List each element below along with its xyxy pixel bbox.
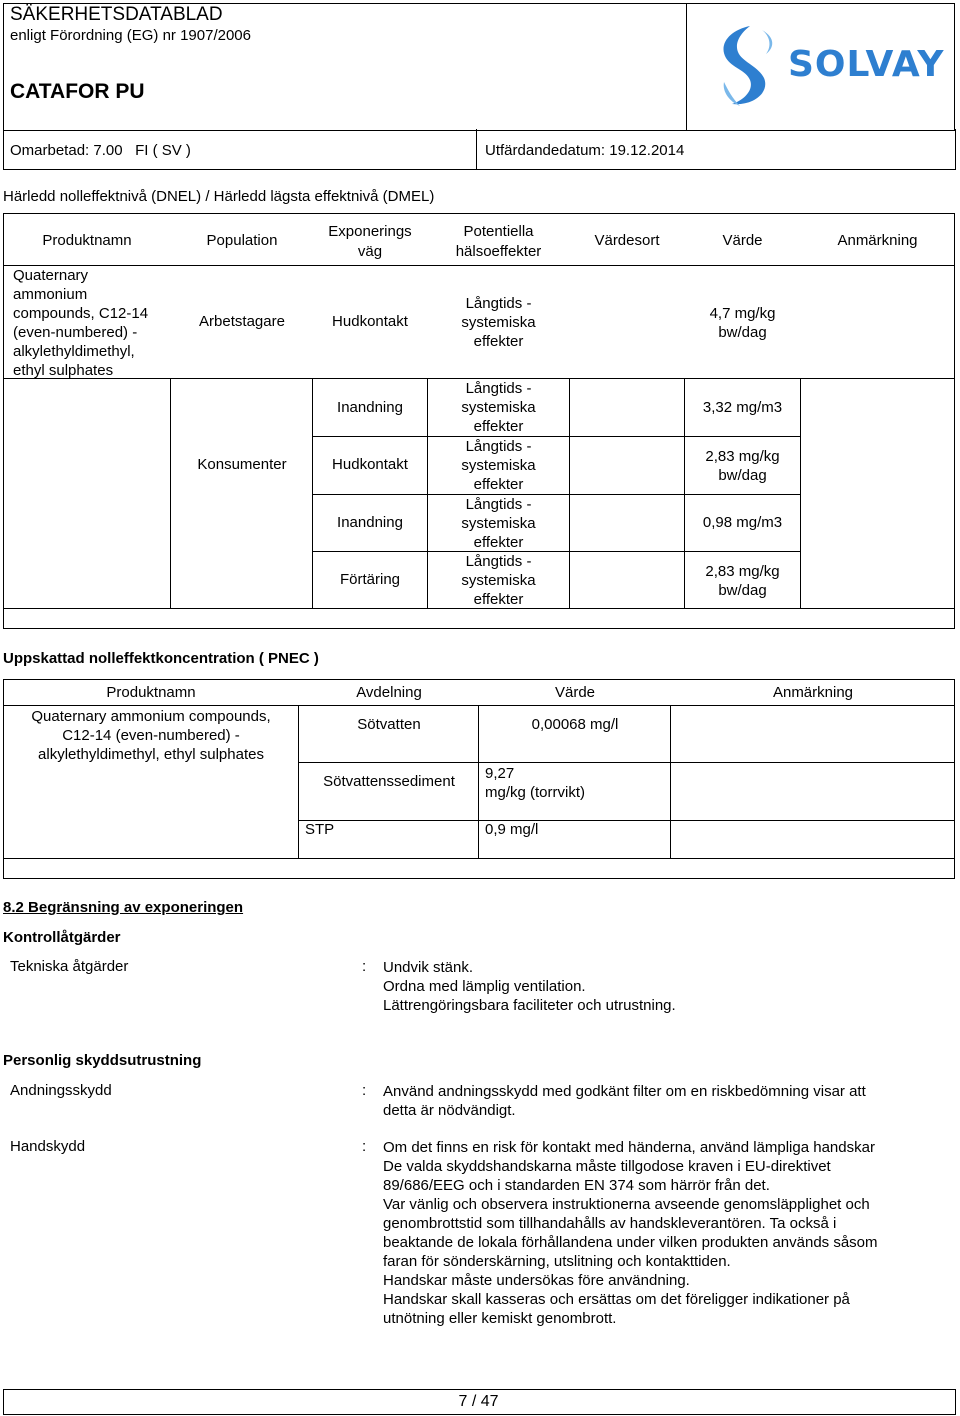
dnel-row-1-effect: Långtids - systemiska effekter (461, 295, 536, 350)
dnel-title: Härledd nolleffektnivå (DNEL) / Härledd lägsta effektnivå (DMEL) (3, 188, 435, 205)
solvay-swirl-icon (710, 20, 790, 110)
pnec-title: Uppskattad nolleffektkoncentration ( PNEC ) (3, 650, 319, 667)
dnel-row-4-route: Inandning (337, 514, 403, 531)
dnel-header-product: Produktnamn (42, 232, 132, 249)
solvay-logo (710, 20, 945, 110)
dnel-header-population: Population (206, 232, 278, 249)
dnel-header-value: Värde (722, 232, 763, 249)
pnec-header-product: Produktnamn (106, 684, 196, 701)
header-divider (476, 129, 477, 169)
dnel-row-2-value: 3,32 mg/m3 (702, 399, 783, 416)
dnel-header-effects: Potentiella hälsoeffekter (455, 223, 542, 260)
dnel-row-1-population: Arbetstagare (199, 313, 285, 330)
section-82-title: 8.2 Begränsning av exponeringen (3, 899, 244, 916)
dnel-header-value-type: Värdesort (594, 232, 660, 249)
pnec-row-2-compartment: Sötvattenssediment (323, 773, 455, 790)
dnel-product-name: Quaternary ammonium compounds, C12-14 (even-numbered) - alkylethyldimethyl, ethyl sulphates (13, 267, 149, 379)
revision-text: Omarbetad: 7.00 FI ( SV ) (10, 142, 191, 159)
pnec-header-value: Värde (554, 684, 596, 701)
pnec-product-name: Quaternary ammonium compounds, C12-14 (even-numbered) - alkylethyldimethyl, ethyl sulphates (31, 708, 271, 763)
pnec-row-3-compartment: STP (305, 821, 335, 838)
pnec-row-1-value: 0,00068 mg/l (531, 716, 619, 733)
dnel-row-4-value: 0,98 mg/m3 (702, 514, 783, 531)
dnel-row-3-population: Konsumenter (197, 456, 287, 473)
dnel-row-1-route: Hudkontakt (332, 313, 408, 330)
dnel-header-remark: Anmärkning (837, 232, 918, 249)
hand-protection-label: Handskydd (10, 1138, 86, 1155)
dnel-row-5-route: Förtäring (339, 571, 401, 588)
dnel-row-5-value: 2,83 mg/kg bw/dag (705, 563, 780, 599)
dnel-header-route: Exponerings väg (328, 223, 412, 260)
dnel-row-5-effect: Långtids - systemiska effekter (461, 553, 536, 608)
regulation-text: enligt Förordning (EG) nr 1907/2006 (10, 27, 251, 44)
page-number: 7 / 47 (458, 1393, 499, 1410)
dnel-row-2-route: Inandning (337, 399, 403, 416)
dnel-row-3-effect: Långtids - systemiska effekter (461, 438, 536, 493)
technical-measures-label: Tekniska åtgärder (10, 958, 129, 975)
respiratory-label: Andningsskydd (10, 1082, 112, 1099)
dnel-row-3-value: 2,83 mg/kg bw/dag (705, 448, 780, 484)
respiratory-colon: : (362, 1082, 367, 1099)
dnel-row-4-effect: Långtids - systemiska effekter (461, 496, 536, 551)
pnec-header-remark: Anmärkning (772, 684, 854, 701)
issue-date-text: Utfärdandedatum: 19.12.2014 (485, 142, 685, 159)
doc-title: SÄKERHETSDATABLAD (10, 4, 223, 25)
technical-measures-text: Undvik stänk. Ordna med lämplig ventilation. Lättrengöringsbara faciliteter och utrustning. (383, 959, 676, 1014)
dnel-row-1-value: 4,7 mg/kg bw/dag (709, 305, 776, 341)
hand-protection-colon: : (362, 1138, 367, 1155)
solvay-logo-text: SOLVAY (788, 44, 945, 85)
dnel-row-2-effect: Långtids - systemiska effekter (461, 380, 536, 435)
hand-protection-text: Om det finns en risk för kontakt med händerna, använd lämpliga handskar De valda skyddshandskarna måste tillgodose kraven i EU-direktivet 89/686/EEG och i standarden EN 374 som härrör från det. Var vänlig och observera instruktionerna avseende genomsläpplighet och genombrottstid som tillhandahålls av handskleverantören. Ta också i beaktande de lokala förhållandena under vilken produkten används såsom faran för sönderskärning, utslitning och kontakttiden. Handskar måste undersökas före användning. Handskar skall kasseras och ersättas om det föreligger indikationer på utnötning eller kemiskt genombrott. (383, 1139, 878, 1327)
product-name-header: CATAFOR PU (10, 80, 145, 103)
pnec-row-2-value: 9,27 mg/kg (torrvikt) (485, 765, 586, 801)
respiratory-text: Använd andningsskydd med godkänt filter om en riskbedömning visar att detta är nödvändigt. (383, 1083, 866, 1119)
dnel-row-3-route: Hudkontakt (332, 456, 408, 473)
ppe-title: Personlig skyddsutrustning (3, 1052, 202, 1069)
pnec-header-compartment: Avdelning (356, 684, 422, 701)
control-measures-title: Kontrollåtgärder (3, 929, 121, 946)
technical-colon: : (362, 958, 367, 975)
pnec-row-1-compartment: Sötvatten (357, 716, 421, 733)
pnec-row-3-value: 0,9 mg/l (485, 821, 539, 838)
